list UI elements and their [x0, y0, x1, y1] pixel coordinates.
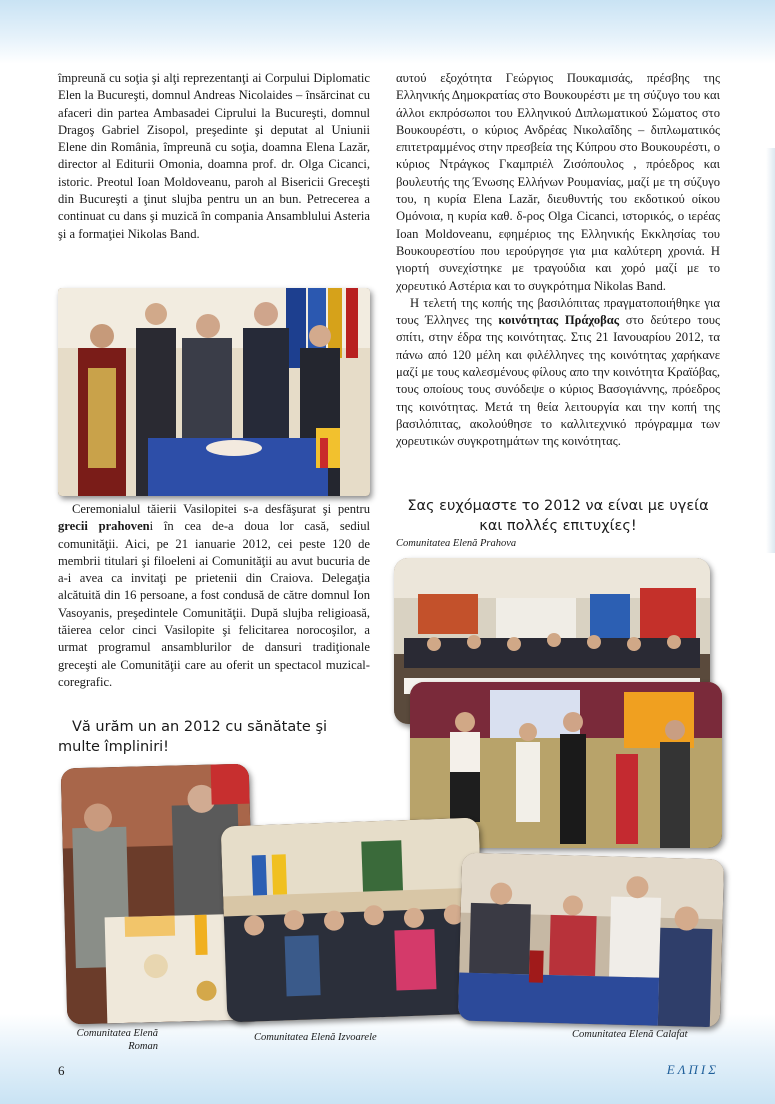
caption-roman-line-1: Comunitatea Elenă: [76, 1028, 158, 1039]
top-gradient-band: [0, 0, 775, 64]
caption-roman-line-2: Roman: [128, 1041, 158, 1052]
right-column-text: [396, 70, 720, 451]
left-column-bottom-text: [58, 501, 370, 691]
caption-prahova: Comunitatea Elenă Prahova: [396, 538, 517, 549]
photo-calafat-community: [458, 853, 724, 1028]
romanian-wish: Vă urăm un an 2012 cu sănătate şi multe împliniri!: [58, 719, 328, 755]
greek-paragraph-2-bold: κοινότητας Πράχοβας: [498, 313, 620, 328]
romanian-paragraph-2-bold: grecii prahoven: [58, 519, 150, 534]
romanian-paragraph-2-end: i în cea de-a doua lor casă, sediul comunităţii. Aici, pe 21 ianuarie 2012, cei peste 120 de membrii titulari şi filoeleni ai Comunităţii au avut bucuria de a-i avea ca invitaţi pe prietenii din Craiova. Delegaţia alcătuită din 16 persoane, a fost condusă de către domnul Ion Vasoyanis, preşedintele Comunităţii. După slujba religioasă, tăierea celor cinci Vasilopite şi felicitarea norocoşilor, a urmat programul ansamblurilor de dansuri tradiţionale greceşti ale Comunităţii care au oferit un spectacol muzical-coregrafic.: [58, 519, 370, 689]
greek-paragraph-2-start: Η τελετή της κοπής της βασιλόπιτας πραγματοποιήθηκε για τους Έλληνες της: [396, 295, 720, 328]
photo-vasilopita-ceremony-bucharest: [58, 288, 370, 496]
caption-izvoarele: Comunitatea Elenă Izvoarele: [254, 1032, 377, 1043]
caption-calafat: Comunitatea Elenă Calafat: [572, 1029, 688, 1040]
photo-izvoarele-community: [221, 818, 486, 1023]
greek-paragraph-1: αυτού εξοχότητα Γεώργιος Πουκαμισάς, πρέσβης της Ελληνικής Δημοκρατίας στο Βουκουρέστι με τη σύζυγο του και άλλοι εκπρόσωποι του Ελληνικού Διπλωματικού Σώματος στο Βουκουρέστι, ο κύριος Ανδρέας Νικολαΐδης – διπλωματικός επιτετραμμένος στην πρεσβεία της Κύπρου στο Βουκουρέστι, ο κύριος Ντράγκος Γκαμπριέλ Ζισόπουλος , πρόεδρος και βουλευτής της Ένωσης Ελλήνων Ρουμανίας, μαζί με τη σύζυγο του, η κυρία Elena Lazăr, διευθυντής του εκδοτικού οίκου Ομόνοια, η κυρία καθ. δ-ρος Olga Cicanci, ιστορικός, ο ιερέας Ioan Moldoveanu, εφημέριος της Ελληνικής Εκκλησίας του Βουκουρεστίου που ιερούργησε για μια καλύτερη χρονιά. Η γιορτή συνεχίστηκε με τραγούδια και χορό μαζί με το χορευτικό Αστέρια και το συγκρότημα Nikolas Band.: [396, 71, 720, 293]
greek-paragraph-2-end: στο δεύτερο τους σπίτι, στην έδρα της κοινότητας. Στις 21 Ιανουαρίου 2012, τα πάνω από 120 μέλη και φιλέλληνες της κοινότητας χαρήκανε μαζί με τους καλεσμένους φίλους απο την κοινότητα Κραϊόβας, τους οποίους τους συνόδεψε ο κύριος Βασογιάννης, πρόεδρος της κοινότητας. Μετά τη θεία λειτουργία και την κοπή της βασιλόπιτας, ακολούθησε το καλλιτεχνικό πρόγραμμα των χορευτικών συγκροτημάτων της κοινότητας.: [396, 313, 720, 449]
greek-wish: Σας ευχόμαστε το 2012 να είναι με υγεία και πολλές επιτυχίες!: [407, 498, 709, 534]
greek-paragraph-2: [396, 295, 720, 451]
romanian-paragraph-2-start: Ceremonialul tăierii Vasilopitei s-a desfăşurat şi pentru: [72, 502, 370, 516]
romanian-paragraph-2: [58, 501, 370, 691]
left-column-top-text: [58, 70, 370, 243]
romanian-paragraph-1: împreună cu soţia şi alţi reprezentanţi ai Corpului Diplomatic Elen la Bucureşti, domnul Andreas Nicolaides – însărcinat cu afaceri din partea Ambasadei Ciprului la Bucureşti, domnul Dragoş Gabriel Zisopol, preşedinte şi deputat al Uniunii Elene din România, împreună cu soţia, doamna Elena Lazăr, director al Editurii Omonia, doamna prof. dr. Olga Cicanci, istoric. Preotul Ioan Moldoveanu, paroh al Bisericii Greceşti din Bucureşti a ţinut slujba pentru un an bun. Petrecerea a continuat cu dans şi muzică în compania Ansamblului Asteria şi a formaţiei Nikolas Band.: [58, 71, 370, 241]
caption-roman: [64, 1027, 158, 1053]
magazine-name: ΕΛΠΙΣ: [666, 1062, 719, 1077]
page-number: 6: [58, 1063, 65, 1078]
page-edge-strip: [766, 148, 775, 553]
